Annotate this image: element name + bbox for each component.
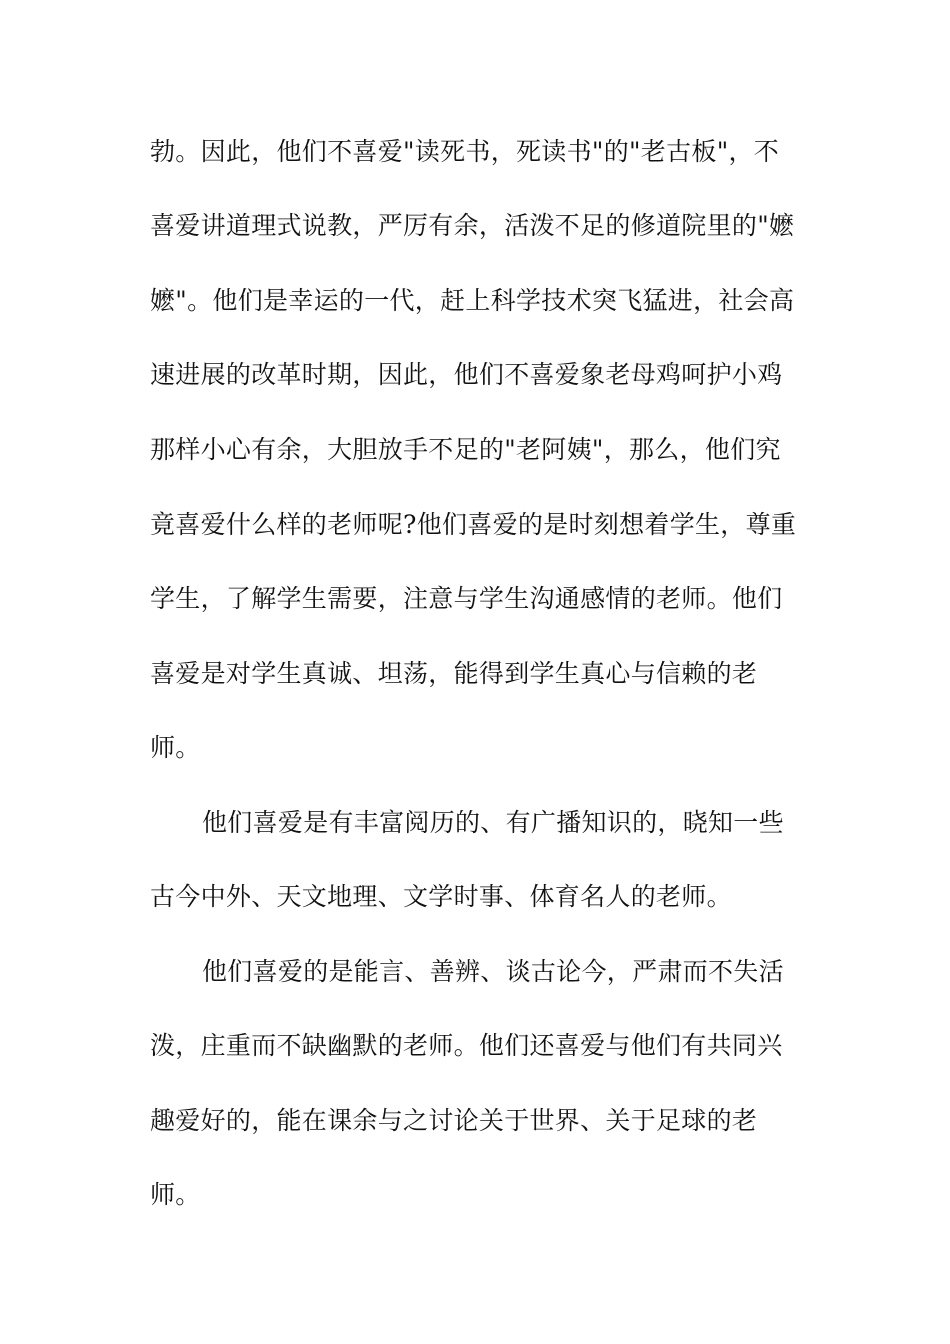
text-line: 他们喜爱是有丰富阅历的、有广播知识的，晓知一些 xyxy=(202,808,784,837)
text-line: 学生，了解学生需要，注意与学生沟通感情的老师。他们 xyxy=(150,584,783,613)
text-line: 喜爱讲道理式说教，严厉有余，活泼不足的修道院里的"嬷 xyxy=(150,211,795,240)
text-line: 那样小心有余，大胆放手不足的"老阿姨"，那么，他们究 xyxy=(150,435,781,464)
text-line: 泼，庄重而不缺幽默的老师。他们还喜爱与他们有共同兴 xyxy=(150,1031,783,1060)
text-line: 竟喜爱什么样的老师呢?他们喜爱的是时刻想着学生，尊重 xyxy=(150,510,797,539)
text-line: 师。 xyxy=(150,733,201,762)
text-line: 趣爱好的，能在课余与之讨论关于世界、关于足球的老 xyxy=(150,1106,758,1135)
text-line: 速进展的改革时期，因此，他们不喜爱象老母鸡呵护小鸡 xyxy=(150,360,783,389)
text-line: 古今中外、天文地理、文学时事、体育名人的老师。 xyxy=(150,882,732,911)
text-line: 勃。因此，他们不喜爱"读死书，死读书"的"老古板"，不 xyxy=(150,137,780,166)
text-line: 师。 xyxy=(150,1180,201,1209)
text-line: 喜爱是对学生真诚、坦荡，能得到学生真心与信赖的老 xyxy=(150,659,758,688)
text-line: 嬷"。他们是幸运的一代，赶上科学技术突飞猛进，社会高 xyxy=(150,286,795,315)
text-line: 他们喜爱的是能言、善辨、谈古论今，严肃而不失活 xyxy=(202,957,784,986)
